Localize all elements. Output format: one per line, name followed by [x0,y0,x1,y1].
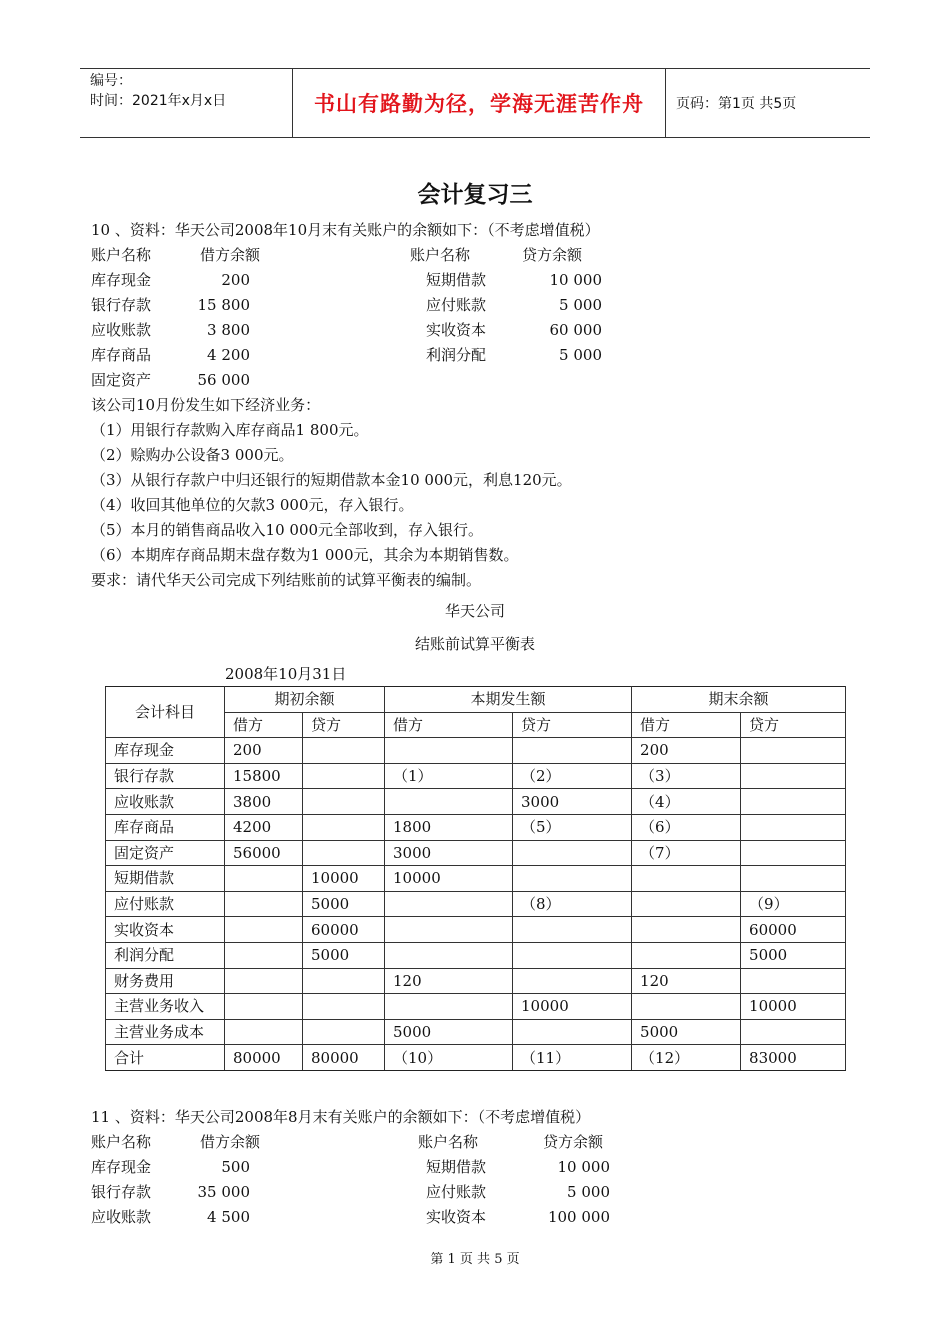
amount-cell: （9） [741,891,846,917]
amount-cell [741,763,846,789]
table-row [106,917,846,943]
table-company: 华天公司 [444,602,505,620]
account-subject-cell: 利润分配 [106,942,225,968]
amount-cell: （6） [632,814,741,840]
amount-cell [513,1019,632,1045]
q11-left-amount: 35 000 [197,1183,250,1201]
q10-right-amount: 5 000 [559,296,602,314]
amount-cell [741,1019,846,1045]
q10-business-item: （5）本月的销售商品收入10 000元全部收到，存入银行。 [91,521,484,539]
table-group-header-row [106,687,846,713]
amount-cell [513,840,632,866]
table-name: 结账前试算平衡表 [414,635,535,653]
amount-cell [303,814,385,840]
table-row [106,942,846,968]
q10-header-credit: 贷方余额 [522,246,583,264]
q10-right-amount: 60 000 [549,321,602,339]
amount-cell [632,994,741,1020]
account-subject-cell: 应收账款 [106,789,225,815]
q10-left-name: 库存商品 [91,346,152,364]
amount-cell: 80000 [303,1045,385,1071]
q10-left-amount: 15 800 [197,296,250,314]
amount-cell: 83000 [741,1045,846,1071]
amount-cell: （3） [632,763,741,789]
amount-cell: 10000 [303,866,385,892]
amount-cell [513,866,632,892]
amount-cell: 60000 [741,917,846,943]
amount-cell: 10000 [513,994,632,1020]
amount-cell [385,994,513,1020]
trial-balance-body [106,687,846,1071]
amount-cell: 3800 [225,789,303,815]
account-subject-cell: 财务费用 [106,968,225,994]
amount-cell: 3000 [385,840,513,866]
q10-right-name: 应付账款 [426,296,487,314]
q11-right-name: 实收资本 [426,1208,487,1226]
q11-header-credit: 贷方余额 [543,1133,604,1151]
trial-balance-table [105,686,846,1071]
table-row [106,1045,846,1071]
amount-cell [741,840,846,866]
q10-header-account-right: 账户名称 [410,246,471,264]
q11-right-amount: 5 000 [567,1183,610,1201]
amount-cell: 10000 [741,994,846,1020]
q10-right-name: 实收资本 [426,321,487,339]
page-header [80,68,870,138]
amount-cell: （10） [385,1045,513,1071]
amount-cell: （2） [513,763,632,789]
q10-left-name: 银行存款 [91,296,152,314]
amount-cell: 4200 [225,814,303,840]
q10-business-item: （6）本期库存商品期末盘存数为1 000元，其余为本期销售数。 [91,546,519,564]
table-row [106,814,846,840]
q10-intro: 10 、资料：华天公司2008年10月末有关账户的余额如下：（不考虑增值税） [91,221,600,239]
amount-cell [303,789,385,815]
amount-cell [303,994,385,1020]
document-title: 会计复习三 [417,182,533,208]
amount-cell: 5000 [741,942,846,968]
amount-cell [225,968,303,994]
amount-cell [225,994,303,1020]
table-row [106,789,846,815]
amount-cell: 120 [385,968,513,994]
amount-cell [225,942,303,968]
header-meta [80,69,293,137]
q11-right-name: 应付账款 [426,1183,487,1201]
group-header-ending: 期末余额 [632,687,846,713]
account-subject-cell: 应付账款 [106,891,225,917]
subject-header: 会计科目 [106,687,225,738]
q11-header-account-right: 账户名称 [418,1133,479,1151]
q11-left-amount: 4 500 [207,1208,250,1226]
q10-header-account-left: 账户名称 [91,246,152,264]
amount-cell: 80000 [225,1045,303,1071]
header-motto: 书山有路勤为径，学海无涯苦作舟 [293,69,666,137]
amount-cell [632,942,741,968]
amount-cell [385,942,513,968]
amount-cell [741,968,846,994]
sub-header-debit: 借方 [385,712,513,738]
account-subject-cell: 短期借款 [106,866,225,892]
amount-cell [385,789,513,815]
q10-business-item: （2）赊购办公设备3 000元。 [91,446,294,464]
amount-cell [225,917,303,943]
q10-right-amount: 5 000 [559,346,602,364]
q11-right-name: 短期借款 [426,1158,487,1176]
amount-cell: 200 [225,738,303,764]
page-footer: 第 1 页 共 5 页 [430,1252,520,1267]
account-subject-cell: 实收资本 [106,917,225,943]
page-number-label: 页码：第1页 共5页 [676,96,797,112]
q10-right-name: 短期借款 [426,271,487,289]
q10-requirement: 要求：请代华天公司完成下列结账前的试算平衡表的编制。 [91,571,482,589]
amount-cell [513,968,632,994]
q10-left-amount: 3 800 [207,321,250,339]
sub-header-debit: 借方 [225,712,303,738]
sub-header-credit: 贷方 [513,712,632,738]
q10-left-name: 固定资产 [91,371,152,389]
amount-cell: 200 [632,738,741,764]
date-label: 时间：2021年x月x日 [90,93,227,109]
sub-header-credit: 贷方 [303,712,385,738]
account-subject-cell: 主营业务成本 [106,1019,225,1045]
table-row [106,1019,846,1045]
amount-cell [303,968,385,994]
amount-cell: 5000 [385,1019,513,1045]
q10-left-name: 应收账款 [91,321,152,339]
q10-business-item: （4）收回其他单位的欠款3 000元，存入银行。 [91,496,414,514]
q11-header-account-left: 账户名称 [91,1133,152,1151]
amount-cell [225,866,303,892]
table-row [106,738,846,764]
amount-cell [632,866,741,892]
amount-cell: 5000 [632,1019,741,1045]
amount-cell: （12） [632,1045,741,1071]
q10-right-amount: 10 000 [549,271,602,289]
amount-cell: 60000 [303,917,385,943]
amount-cell [225,1019,303,1045]
amount-cell: 5000 [303,891,385,917]
amount-cell: （7） [632,840,741,866]
table-row [106,994,846,1020]
q10-left-amount: 56 000 [197,371,250,389]
amount-cell [303,840,385,866]
table-row [106,866,846,892]
account-subject-cell: 合计 [106,1045,225,1071]
q11-intro: 11 、资料：华天公司2008年8月末有关账户的余额如下：（不考虑增值税） [91,1108,591,1126]
q11-left-name: 库存现金 [91,1158,152,1176]
amount-cell [632,917,741,943]
q11-left-name: 银行存款 [91,1183,152,1201]
table-row [106,840,846,866]
amount-cell [303,763,385,789]
q10-business-item: （1）用银行存款购入库存商品1 800元。 [91,421,369,439]
q10-left-amount: 4 200 [207,346,250,364]
account-subject-cell: 主营业务收入 [106,994,225,1020]
sub-header-debit: 借方 [632,712,741,738]
amount-cell [513,942,632,968]
amount-cell [385,917,513,943]
q10-left-amount: 200 [221,271,250,289]
q11-right-amount: 100 000 [547,1208,610,1226]
amount-cell: （5） [513,814,632,840]
amount-cell [513,917,632,943]
group-header-opening: 期初余额 [225,687,385,713]
amount-cell [741,814,846,840]
group-header-current: 本期发生额 [385,687,632,713]
amount-cell [385,738,513,764]
amount-cell: 15800 [225,763,303,789]
table-row [106,763,846,789]
amount-cell: （8） [513,891,632,917]
amount-cell [385,891,513,917]
q11-header-debit: 借方余额 [200,1133,261,1151]
account-subject-cell: 库存现金 [106,738,225,764]
amount-cell [741,789,846,815]
table-row [106,891,846,917]
account-subject-cell: 银行存款 [106,763,225,789]
sub-header-credit: 贷方 [741,712,846,738]
amount-cell [513,738,632,764]
amount-cell: （4） [632,789,741,815]
amount-cell [225,891,303,917]
amount-cell: 3000 [513,789,632,815]
amount-cell: （11） [513,1045,632,1071]
amount-cell [303,738,385,764]
amount-cell [303,1019,385,1045]
q11-left-amount: 500 [221,1158,250,1176]
amount-cell: （1） [385,763,513,789]
q11-left-name: 应收账款 [91,1208,152,1226]
amount-cell [632,891,741,917]
q10-left-name: 库存现金 [91,271,152,289]
q11-right-amount: 10 000 [557,1158,610,1176]
account-subject-cell: 固定资产 [106,840,225,866]
table-row [106,968,846,994]
amount-cell: 10000 [385,866,513,892]
q10-header-debit: 借方余额 [200,246,261,264]
amount-cell: 5000 [303,942,385,968]
amount-cell [741,738,846,764]
table-date: 2008年10月31日 [225,665,347,683]
account-subject-cell: 库存商品 [106,814,225,840]
amount-cell: 120 [632,968,741,994]
code-label: 编号： [90,73,132,89]
q10-business-item: （3）从银行存款户中归还银行的短期借款本金10 000元，利息120元。 [91,471,572,489]
amount-cell [741,866,846,892]
amount-cell: 56000 [225,840,303,866]
q10-right-name: 利润分配 [426,346,487,364]
q10-business-intro: 该公司10月份发生如下经济业务： [91,396,321,414]
amount-cell: 1800 [385,814,513,840]
